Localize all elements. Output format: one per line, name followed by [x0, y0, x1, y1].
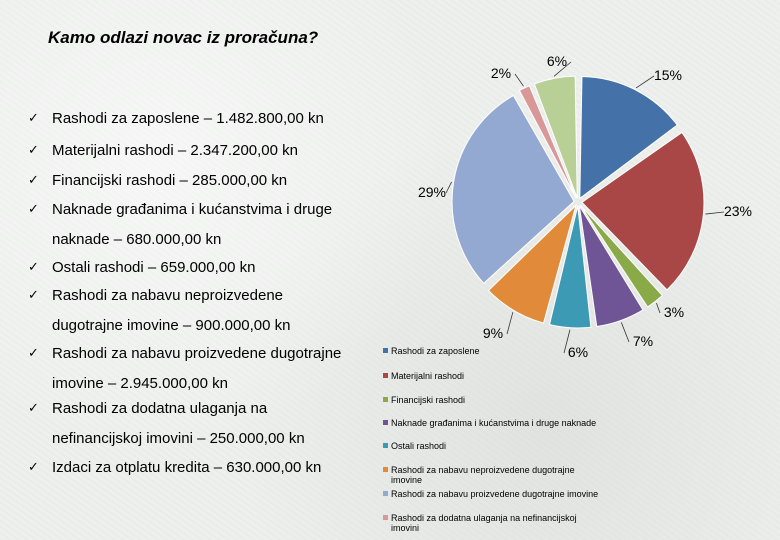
legend-label: Naknade građanima i kućanstvima i druge naknade: [391, 418, 597, 428]
legend-swatch: [383, 420, 388, 425]
legend-swatch: [383, 397, 388, 402]
data-label: 2%: [490, 65, 512, 81]
list-item-text: Rashodi za dodatna ulaganja na: [52, 400, 268, 417]
legend-label: Rashodi za zaposlene: [391, 346, 480, 356]
leader-line: [705, 212, 724, 214]
list-item-text: naknade – 680.000,00 kn: [52, 231, 222, 248]
legend-swatch: [383, 515, 388, 520]
checkmark-icon: ✓: [28, 110, 39, 125]
legend-label: Rashodi za nabavu neproizvedene dugotrajne imovine: [391, 465, 575, 486]
list-item-text: Rashodi za nabavu neproizvedene: [52, 287, 283, 304]
data-label: 23%: [723, 203, 753, 219]
leader-line: [507, 312, 513, 334]
leader-line: [656, 303, 660, 313]
list-item-text: Rashodi za zaposlene – 1.482.800,00 kn: [52, 110, 324, 127]
legend-label: Rashodi za dodatna ulaganja na nefinancijskoj imovini: [391, 513, 577, 534]
data-label: 6%: [546, 53, 568, 69]
data-label: 6%: [567, 344, 589, 360]
data-label: 9%: [482, 325, 504, 341]
legend-swatch: [383, 467, 388, 472]
legend-swatch: [383, 348, 388, 353]
list-item-text: Materijalni rashodi – 2.347.200,00 kn: [52, 142, 298, 159]
list-item-text: Financijski rashodi – 285.000,00 kn: [52, 172, 288, 189]
page-title: Kamo odlazi novac iz proračuna?: [48, 28, 319, 47]
checkmark-icon: ✓: [28, 287, 39, 302]
legend-swatch: [383, 491, 388, 496]
checkmark-icon: ✓: [28, 400, 39, 415]
checkmark-icon: ✓: [28, 345, 39, 360]
list-item-text: imovine – 2.945.000,00 kn: [52, 375, 228, 392]
data-label: 3%: [663, 304, 685, 320]
legend-swatch: [383, 373, 388, 378]
leader-line: [515, 74, 524, 86]
list-item-text: dugotrajne imovine – 900.000,00 kn: [52, 317, 291, 334]
checkmark-icon: ✓: [28, 201, 39, 216]
list-item-text: Izdaci za otplatu kredita – 630.000,00 kn: [52, 459, 322, 476]
leader-line: [621, 322, 629, 342]
leader-line: [446, 182, 452, 193]
list-item-text: nefinancijskoj imovini – 250.000,00 kn: [52, 430, 305, 447]
leader-line: [636, 76, 654, 88]
legend-swatch: [383, 443, 388, 448]
legend-label: Financijski rashodi: [391, 395, 466, 405]
legend-label: Materijalni rashodi: [391, 371, 465, 381]
list-item-text: Naknade građanima i kućanstvima i druge: [52, 201, 333, 218]
legend-label: Ostali rashodi: [391, 441, 447, 451]
data-label: 7%: [632, 333, 654, 349]
data-label: 15%: [653, 67, 683, 83]
legend-label: Rashodi za nabavu proizvedene dugotrajne imovine: [391, 489, 599, 499]
checkmark-icon: ✓: [28, 459, 39, 474]
checkmark-icon: ✓: [28, 172, 39, 187]
data-label: 29%: [417, 184, 447, 200]
checkmark-icon: ✓: [28, 259, 39, 274]
list-item-text: Ostali rashodi – 659.000,00 kn: [52, 259, 256, 276]
checkmark-icon: ✓: [28, 142, 39, 157]
list-item-text: Rashodi za nabavu proizvedene dugotrajne: [52, 345, 342, 362]
